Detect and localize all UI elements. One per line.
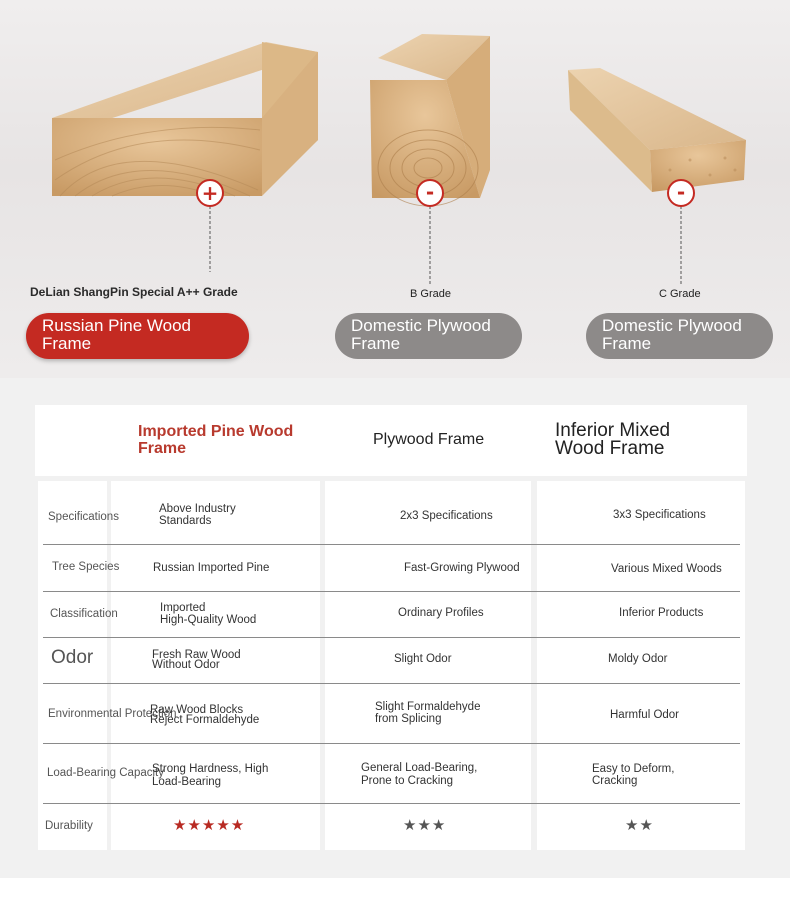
product-hero (0, 0, 790, 378)
cell-plywood-load-bearing: General Load-Bearing, Prone to Cracking (361, 762, 478, 787)
inferior-column (537, 481, 745, 850)
comparison-table (0, 378, 790, 878)
cell-inferior-environmental: Harmful Odor (610, 709, 680, 721)
header-imported-pine: Imported Pine Wood Frame (138, 423, 294, 457)
rating-stars-plywood: ★★★ (403, 817, 447, 834)
row-label-specifications: Specifications (48, 511, 119, 523)
header-plywood: Plywood Frame (373, 431, 485, 448)
svg-text:-: - (425, 180, 435, 204)
table-header (35, 405, 747, 476)
row-label-tree-species: Tree Species (52, 561, 120, 573)
page-footer-space (0, 878, 790, 923)
row-label-load-bearing: Load-Bearing Capacity (47, 767, 164, 779)
cell-imported-classification: Imported High-Quality Wood (160, 602, 257, 626)
minus-marker-icon (417, 180, 443, 206)
cell-plywood-specifications: 2x3 Specifications (400, 510, 493, 522)
plus-marker-icon (197, 180, 223, 206)
row-label-classification: Classification (50, 608, 118, 620)
row-divider (43, 591, 740, 592)
pill-russian-pine: Russian Pine Wood Frame (26, 313, 249, 359)
cell-inferior-load-bearing: Easy to Deform, Cracking (592, 763, 675, 787)
header-inferior-mixed: Inferior Mixed Wood Frame (555, 420, 671, 459)
svg-text:-: - (676, 180, 686, 204)
cell-inferior-tree-species: Various Mixed Woods (611, 563, 722, 575)
pill-domestic-plywood-c: Domestic Plywood Frame (586, 313, 773, 359)
row-label-environmental-protection: Environmental Protection (48, 708, 177, 720)
row-divider (43, 683, 740, 684)
minus-marker-icon (668, 180, 694, 206)
grade-label-c: C Grade (659, 288, 701, 300)
row-divider (43, 743, 740, 744)
cell-imported-specifications: Above Industry Standards (159, 503, 236, 527)
cell-plywood-odor: Slight Odor (394, 653, 452, 665)
cell-inferior-specifications: 3x3 Specifications (613, 509, 706, 521)
plywood-column (325, 481, 531, 850)
svg-text:+: + (201, 181, 219, 205)
cell-plywood-environmental: Slight Formaldehyde from Splicing (375, 701, 481, 725)
pill-domestic-plywood-b: Domestic Plywood Frame (335, 313, 522, 359)
cell-imported-tree-species: Russian Imported Pine (153, 562, 270, 574)
row-divider (43, 803, 740, 804)
grade-label-premium: DeLian ShangPin Special A++ Grade (30, 285, 238, 299)
grade-label-b: B Grade (410, 288, 451, 300)
cell-plywood-tree-species: Fast-Growing Plywood (404, 562, 520, 574)
row-label-durability: Durability (45, 820, 93, 832)
row-divider (43, 637, 740, 638)
premium-plank (52, 42, 318, 196)
cell-plywood-classification: Ordinary Profiles (398, 607, 484, 619)
cell-imported-odor: Fresh Raw Wood Without Odor (152, 649, 241, 671)
row-divider (43, 544, 740, 545)
cell-inferior-classification: Inferior Products (619, 607, 704, 619)
row-label-odor: Odor (51, 647, 94, 668)
cell-inferior-odor: Moldy Odor (608, 653, 668, 665)
cell-imported-environmental: Raw Wood Blocks Reject Formaldehyde (150, 704, 260, 726)
rating-stars-imported: ★★★★★ (173, 817, 246, 834)
cell-imported-load-bearing: Strong Hardness, High Load-Bearing (152, 763, 269, 788)
grade-c-plank (568, 68, 746, 192)
rating-stars-inferior: ★★ (625, 817, 654, 834)
